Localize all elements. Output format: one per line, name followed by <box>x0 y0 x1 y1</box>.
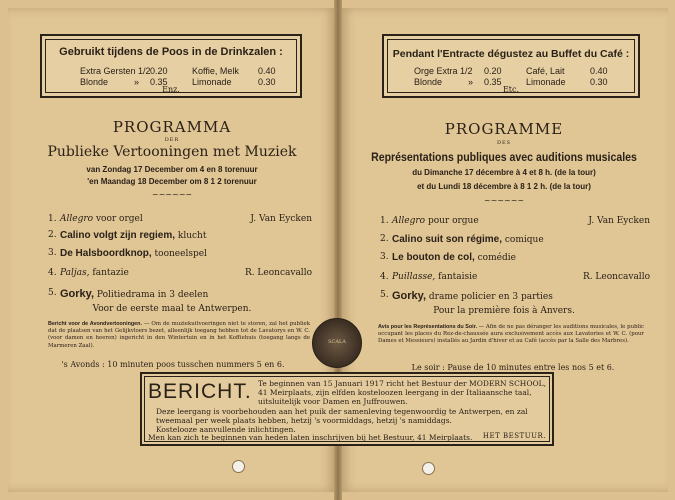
right-programme-title: PROGRAMME <box>444 120 564 138</box>
right-first-time: Pour la première fois à Anvers. <box>433 306 575 316</box>
right-price-item: Blonde <box>414 77 443 87</box>
right-price-item: Limonade <box>526 77 566 87</box>
left-der: DER <box>164 137 180 143</box>
bericht-line: 41 Meirplaats, zijn elfden kosteloozen leergang in der Italiaansche taal, <box>258 388 532 397</box>
list-item: 5. Gorky, drame policier en 3 parties <box>380 290 553 302</box>
bericht-line: uitsluitelijk voor Damen en Juffrouwen. <box>258 397 408 406</box>
list-item: 1. Allegro voor orgel J. Van Eycken <box>48 214 312 224</box>
bericht-line: Deze leergang is voorbehouden aan het puik der samenleving tegenwoordig te Antwerpen, en zal <box>156 407 528 416</box>
left-price-value: 0.35 <box>150 77 168 87</box>
right-date-line-1: du Dimanche 17 décembre à 4 et 8 h. (de la tour) <box>412 168 596 177</box>
list-item: 2. Calino suit son régime, comique <box>380 234 544 245</box>
right-date-line-2: et du Lundi 18 décembre à 8 1 2 h. (de la tour) <box>417 182 591 191</box>
left-price-item: Limonade <box>192 77 232 87</box>
list-item: 2. Calino volgt zijn regiem, klucht <box>48 230 207 241</box>
left-date-line-2: 'en Maandag 18 December om 8 1 2 torenuur <box>87 177 257 186</box>
punch-hole <box>232 460 245 473</box>
right-pause: Le soir : Pause de 10 minutes entre les nos 5 et 6. <box>411 363 615 372</box>
right-price-value: 0.40 <box>590 66 608 76</box>
bericht-title: BERICHT. <box>148 380 252 403</box>
left-buffet-title: Gebruikt tijdens de Poos in de Drinkzalen : <box>59 46 283 58</box>
left-subtitle: Publieke Vertooningen met Muziek <box>47 144 297 160</box>
right-programme-list <box>380 208 650 318</box>
list-item: 5. Gorky, Politiedrama in 3 deelen <box>48 288 209 300</box>
left-first-time: Voor de eerste maal te Antwerpen. <box>92 304 252 314</box>
left-price-item: Blonde <box>80 77 109 87</box>
left-price-ditto: » <box>134 77 140 87</box>
left-price-value: 0.40 <box>258 66 276 76</box>
bericht-line: Kostelooze aanvullende inlichtingen. <box>156 425 296 434</box>
list-item: 3. Le bouton de col, comédie <box>380 252 516 263</box>
bericht-line: Te beginnen van 15 Januari 1917 richt het Bestuur der MODERN SCHOOL, <box>258 379 547 388</box>
right-subtitle: Représentations publiques avec auditions musicales <box>371 150 637 164</box>
left-flourish: ~~~~~~ <box>151 190 193 199</box>
right-buffet-etc: Etc. <box>502 85 520 94</box>
left-pause: 's Avonds : 10 minuten poos tusschen nummers 5 en 6. <box>61 360 285 369</box>
right-price-item: Café, Lait <box>526 66 565 76</box>
right-buffet-title: Pendant l'Entracte dégustez au Buffet du Café : <box>392 48 630 60</box>
seal-emblem: SCALA <box>312 318 362 368</box>
right-notice: Avis pour les Représentations du Soir. — Afin de ne pas déranger les auditions musicales, le public occupant les places du Rez-de-chaussée aura exclusivement accès aux Lavatories et W. C. (pour Dames et Messieurs) installés au Jardin d'hiver et au Café (accès par la Salle des Marbres). <box>378 324 644 345</box>
left-buffet-etc: Enz. <box>162 85 180 94</box>
left-notice: Bericht voor de Avondvertooningen. — Om de muziekuitvoeringen niet te storen, zal het publiek dat de plaatsen van het Gelijkvloers bezet, alleenlijk toegang hebben tot de Lavatorys en W. C. (voor damen en heeren) ingericht in den Wintertuin en in het Koffiehuis (toegang langs de Marmeren Zaal). <box>48 321 310 349</box>
right-buffet-box <box>382 34 640 98</box>
left-programme-list <box>48 206 312 316</box>
bericht-box <box>140 372 554 446</box>
right-price-value: 0.20 <box>484 66 502 76</box>
right-price-item: Orge Extra 1/2 <box>414 66 473 76</box>
left-price-item: Extra Gersten 1/2 <box>80 66 151 76</box>
left-price-value: 0.20 <box>150 66 168 76</box>
left-date-line-1: van Zondag 17 December om 4 en 8 torenuur <box>86 165 258 174</box>
left-programme-title: PROGRAMMA <box>112 118 232 136</box>
right-flourish: ~~~~~~ <box>483 196 525 205</box>
list-item: 1. Allegro pour orgue J. Van Eycken <box>380 216 650 226</box>
bericht-line: tweemaal per week plaats hebben, hetzij 's voormiddags, hetzij 's namiddags. <box>156 416 452 425</box>
list-item: 4. Puillasse, fantaisie R. Leoncavallo <box>380 272 650 282</box>
bericht-line: Men kan zich te beginnen van heden laten inschrijven bij het Bestuur, 41 Meirplaats. <box>148 433 473 442</box>
right-price-value: 0.30 <box>590 77 608 87</box>
left-price-value: 0.30 <box>258 77 276 87</box>
bericht-signature: HET BESTUUR. <box>482 432 546 440</box>
right-des: DES <box>496 140 512 146</box>
left-buffet-box <box>40 34 302 98</box>
right-price-ditto: » <box>468 77 474 87</box>
list-item: 4. Paljas, fantazie R. Leoncavallo <box>48 268 312 278</box>
list-item: 3. De Halsboordknop, tooneelspel <box>48 248 207 259</box>
right-price-value: 0.35 <box>484 77 502 87</box>
left-price-item: Koffie, Melk <box>192 66 239 76</box>
punch-hole <box>422 462 435 475</box>
